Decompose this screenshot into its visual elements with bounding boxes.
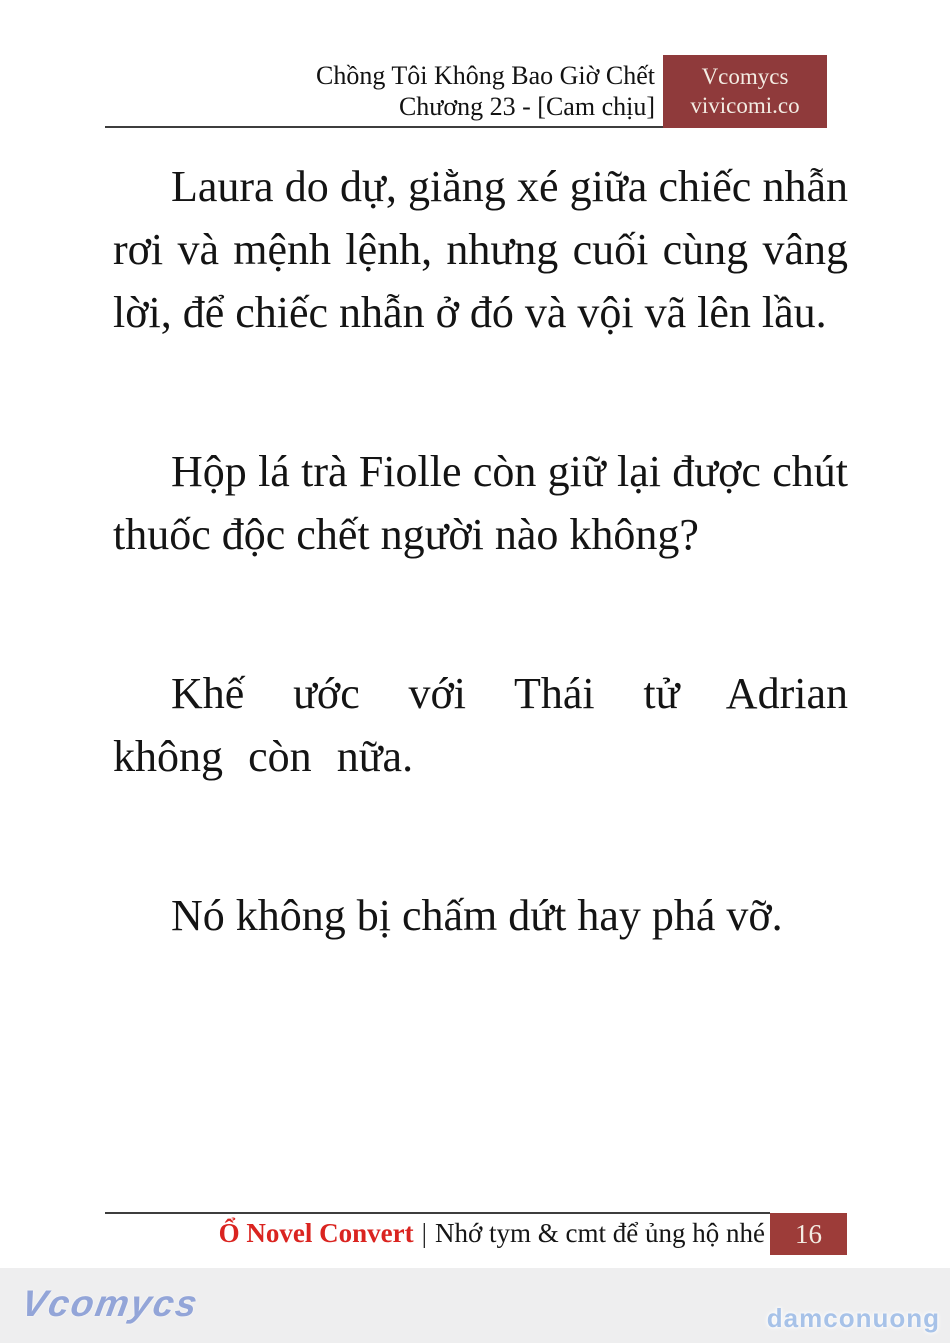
paragraph: Laura do dự, giằng xé giữa chiếc nhẫn rơi và mệnh lệnh, nhưng cuối cùng vâng lời, để chiếc nhẫn ở đó và vội vã lên lầu. [113,162,848,337]
brand-site: vivicomi.co [690,93,800,118]
footer-divider [105,1212,770,1214]
credit-watermark: damconuong [766,1303,940,1333]
paragraph: Hộp lá trà Fiolle còn giữ lại được chút thuốc độc chết người nào không? [113,447,848,559]
paragraph: Nó không bị chấm dứt hay phá vỡ. [171,891,783,940]
brand-badge [663,55,827,128]
footer-note: Nhớ tym & cmt để ủng hộ nhé [435,1218,765,1248]
footer-brand: Ổ Novel Convert [218,1218,414,1248]
header-title-line1: Chồng Tôi Không Bao Giờ Chết [316,61,655,90]
paragraph: Khế ước với Thái tử Adrian không còn nữa. [113,669,848,781]
brand-name: Vcomycs [701,64,789,89]
page-number-badge: 16 [770,1213,847,1255]
vcomycs-logo: Vcomycs [18,1283,203,1324]
header-divider [105,126,663,128]
chapter-text [113,155,848,1043]
header-title-line2: Chương 23 - [Cam chịu] [398,92,655,121]
footer-separator: | [421,1218,427,1248]
page-header [0,60,655,122]
page-footer [0,1218,765,1249]
